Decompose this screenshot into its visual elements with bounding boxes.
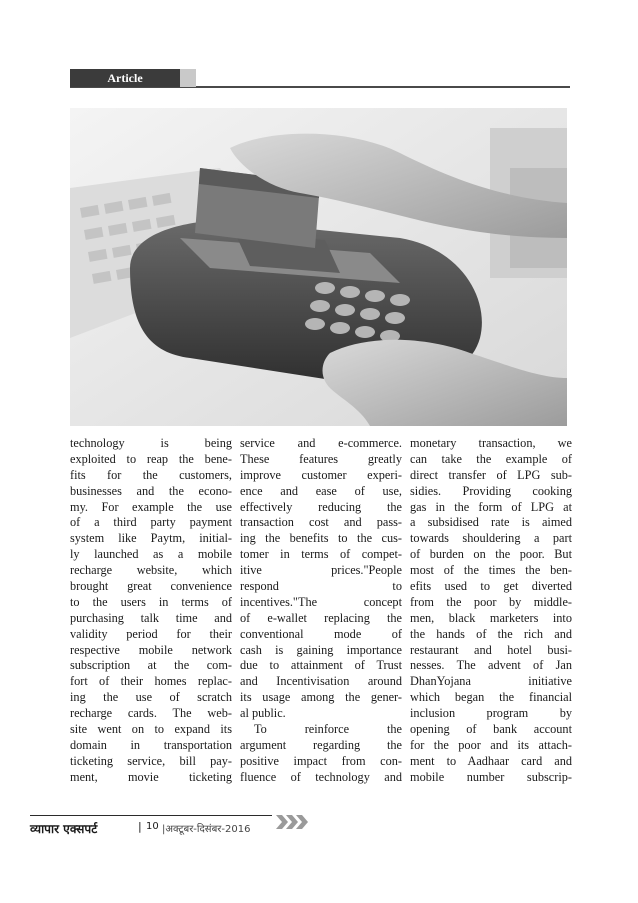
article-column-1 [70, 436, 232, 786]
text-line: positive impact from con- [240, 753, 402, 768]
text-line: and Incentivisation around [240, 674, 402, 689]
text-line: restaurant and hotel busi- [410, 642, 572, 657]
text-line: effectively reducing the [240, 499, 402, 514]
text-line: subscription at the com- [70, 658, 232, 673]
text-line: its usage among the gener- [240, 690, 402, 705]
text-line: mobile number subscrip- [410, 769, 572, 784]
footer-separator: | [138, 820, 142, 833]
text-line: itive prices."People [240, 563, 402, 578]
text-line: These features greatly [240, 451, 402, 466]
section-label: Article [70, 69, 180, 87]
text-line: nesses. The advent of Jan [410, 658, 572, 673]
text-line: ing the benefits to the cus- [240, 531, 402, 546]
text-line: most of the times the ben- [410, 563, 572, 578]
text-line: site went on to expand its [70, 722, 232, 737]
text-line: To reinforce the [254, 722, 402, 737]
text-line: of burden on the poor. But [410, 547, 572, 562]
text-line: respond to [240, 579, 402, 594]
text-line: can take the example of [410, 451, 572, 466]
text-line: ment to Aadhaar card and [410, 753, 572, 768]
text-line: fits for the customers, [70, 467, 232, 482]
text-line: incentives."The concept [240, 594, 402, 609]
text-line: recharge cards. The web- [70, 706, 232, 721]
text-line: my. For example the use [70, 499, 232, 514]
text-line: a subsidised rate is aimed [410, 515, 572, 530]
text-line: towards shouldering a part [410, 531, 572, 546]
text-line: men, black marketers into [410, 610, 572, 625]
text-line: from the poor by middle- [410, 594, 572, 609]
text-line: ticketing service, bill pay- [70, 753, 232, 768]
text-line: exploited to reap the bene- [70, 451, 232, 466]
text-line: ly launched as a mobile [70, 547, 232, 562]
text-line: ment, movie ticketing [70, 769, 232, 784]
text-line: system like Paytm, initial- [70, 531, 232, 546]
text-line: transaction cost and pass- [240, 515, 402, 530]
text-line: improve customer experi- [240, 467, 402, 482]
text-line: DhanYojana initiative [410, 674, 572, 689]
article-column-2 [240, 436, 402, 786]
text-line: fort of their homes replac- [70, 674, 232, 689]
text-line: for the poor and its attach- [410, 737, 572, 752]
text-line: businesses and the econo- [70, 483, 232, 498]
text-line: fluence of technology and [240, 769, 402, 784]
text-line: cash is gaining importance [240, 642, 402, 657]
page-number: 10 [146, 821, 159, 832]
section-label-shade [180, 69, 196, 87]
text-line: opening of bank account [410, 722, 572, 737]
triple-chevron-right-icon [276, 812, 310, 837]
text-line: respective mobile network [70, 642, 232, 657]
text-line: efits used to get diverted [410, 579, 572, 594]
text-line: gas in the form of LPG at [410, 499, 572, 514]
text-line: validity period for their [70, 626, 232, 641]
text-line: domain in transportation [70, 737, 232, 752]
text-line: of a third party payment [70, 515, 232, 530]
card-payment-terminal-photo [70, 108, 567, 426]
article-column-3 [410, 436, 572, 786]
text-line: of e-wallet replacing the [240, 610, 402, 625]
text-line: ing the use of scratch [70, 690, 232, 705]
text-line: service and e-commerce. [240, 436, 402, 450]
issue-date: |अक्टूबर-दिसंबर-2016 [162, 824, 251, 835]
text-line: conventional mode of [240, 626, 402, 641]
text-line: purchasing talk time and [70, 610, 232, 625]
text-line: monetary transaction, we [410, 436, 572, 450]
text-line: recharge website, which [70, 563, 232, 578]
text-line: brought great convenience [70, 579, 232, 594]
text-line: inclusion program by [410, 706, 572, 721]
magazine-brand: व्यापार एक्सपर्ट [30, 822, 98, 836]
text-line: tomer in terms of compet- [240, 547, 402, 562]
text-line: to the users in terms of [70, 594, 232, 609]
text-line: which began the financial [410, 690, 572, 705]
text-line: the hands of the rich and [410, 626, 572, 641]
text-line: direct transfer of LPG sub- [410, 467, 572, 482]
photo-illustration [70, 108, 567, 426]
text-line: argument regarding the [240, 737, 402, 752]
text-line: technology is being [70, 436, 232, 450]
text-line: sidies. Providing cooking [410, 483, 572, 498]
text-line: ence and ease of use, [240, 483, 402, 498]
text-line: due to attainment of Trust [240, 658, 402, 673]
text-line: al public. [240, 706, 286, 721]
footer-rule [30, 815, 272, 816]
